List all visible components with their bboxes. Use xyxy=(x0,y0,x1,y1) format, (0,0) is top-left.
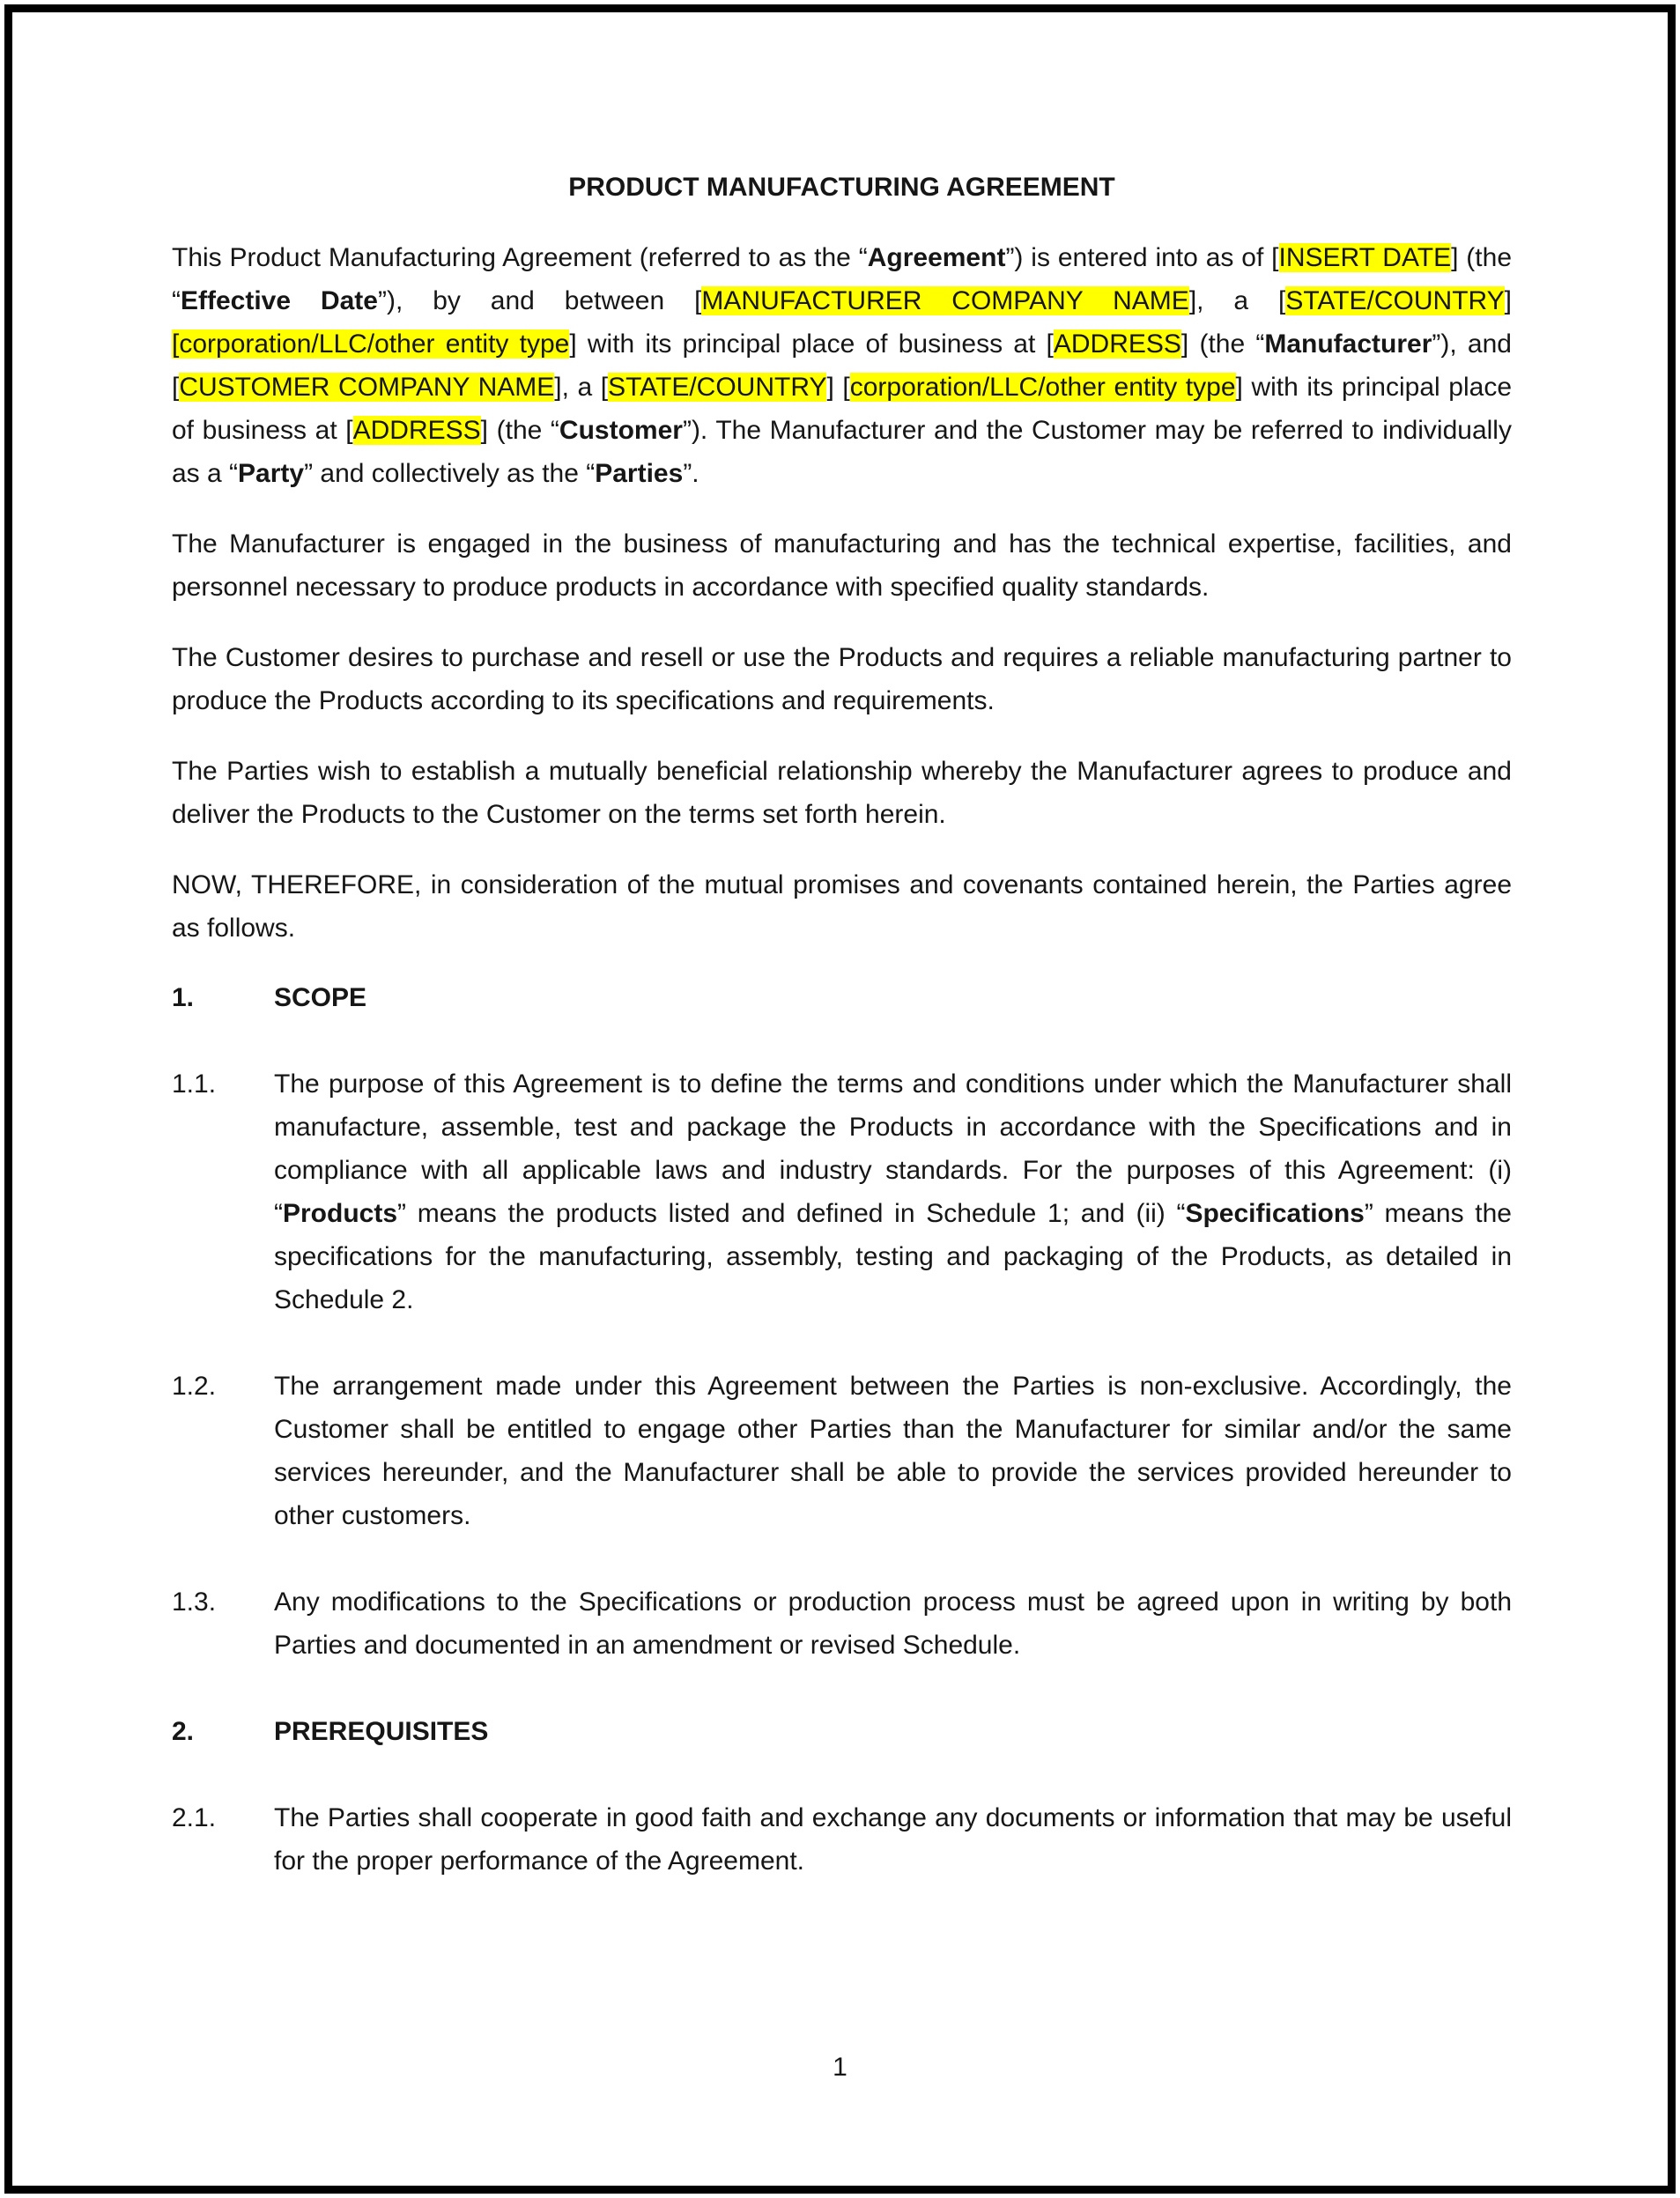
clause-number: 1.2. xyxy=(172,1372,217,1401)
bold-term: Effective Date xyxy=(181,286,378,315)
bold-term: Products xyxy=(283,1199,398,1228)
text-run: The Parties wish to establish a mutually beneficial relationship whereby the Manufacturer agrees to produce and deliver the Products to the Customer on the terms set forth herein. xyxy=(172,757,1512,829)
section-title: PREREQUISITES xyxy=(274,1717,489,1746)
text-run: ] with its principal place of business at [ xyxy=(569,329,1054,359)
highlighted-placeholder: MANUFACTURER COMPANY NAME xyxy=(701,286,1189,315)
highlighted-placeholder: ADDRESS xyxy=(352,416,481,445)
text-run: ”), and [ xyxy=(172,329,1512,402)
clause-text xyxy=(274,1062,1512,1321)
page-footer xyxy=(0,2046,1680,2089)
clause-number: 1.3. xyxy=(172,1587,217,1617)
bold-term: Customer xyxy=(559,416,683,445)
text-run: ] (the “ xyxy=(480,416,559,445)
text-run: The Manufacturer is engaged in the business of manufacturing and has the technical expertise, facilities, and personnel necessary to produce products in accordance with specified quality standards. xyxy=(172,529,1512,602)
preamble-paragraph xyxy=(172,636,1512,722)
text-run: NOW, THEREFORE, in consideration of the mutual promises and covenants contained herein, the Parties agree as follows. xyxy=(172,870,1512,943)
preamble xyxy=(172,236,1512,950)
bold-term: Party xyxy=(238,459,305,488)
text-run: ], a [ xyxy=(1188,286,1286,315)
section-number: 1. xyxy=(172,983,195,1012)
document-title: PRODUCT MANUFACTURING AGREEMENT xyxy=(568,173,1115,202)
preamble-paragraph xyxy=(172,863,1512,950)
text-run: ” means the specifications for the manufacturing, assembly, testing and packaging of the Products, as detailed in Schedule 2. xyxy=(274,1199,1512,1314)
highlighted-placeholder: [corporation/LLC/other entity type xyxy=(172,329,570,359)
clause-number: 1.1. xyxy=(172,1069,217,1099)
clause xyxy=(172,1580,1512,1667)
section-title: SCOPE xyxy=(274,983,367,1012)
clause-text xyxy=(274,1796,1512,1883)
text-run: ”), by and between [ xyxy=(377,286,702,315)
clause xyxy=(172,1062,1512,1321)
clause xyxy=(172,1796,1512,1883)
text-run: ] with its principal place of business at [ xyxy=(172,373,1513,445)
section-heading xyxy=(172,976,1512,1019)
highlighted-placeholder: STATE/COUNTRY xyxy=(608,373,827,402)
highlighted-placeholder: ADDRESS xyxy=(1053,329,1181,359)
preamble-paragraph xyxy=(172,236,1512,495)
text-run: ] (the “ xyxy=(172,243,1512,315)
bold-term: Manufacturer xyxy=(1264,329,1432,359)
text-run: ” and collectively as the “ xyxy=(304,459,596,488)
clause-text xyxy=(274,1580,1512,1667)
text-run: The arrangement made under this Agreement between the Parties is non-exclusive. Accordingly, the Customer shall be entitled to engage other Parties than the Manufacturer for similar and/or the same services hereunder, and the Manufacturer shall be able to provide the services provided hereunder to other customers. xyxy=(274,1372,1512,1530)
highlighted-placeholder: STATE/COUNTRY xyxy=(1285,286,1505,315)
text-run: ] xyxy=(1504,286,1513,315)
text-run: ] (the “ xyxy=(1180,329,1265,359)
text-run: ] [ xyxy=(826,373,850,402)
preamble-paragraph xyxy=(172,750,1512,836)
highlighted-placeholder: CUSTOMER COMPANY NAME xyxy=(179,373,555,402)
text-run: ], a [ xyxy=(554,373,609,402)
bold-term: Agreement xyxy=(867,243,1006,272)
preamble-paragraph xyxy=(172,522,1512,609)
bold-term: Parties xyxy=(595,459,684,488)
text-run: ”. xyxy=(683,459,699,488)
bold-term: Specifications xyxy=(1185,1199,1365,1228)
clause-number: 2.1. xyxy=(172,1803,217,1832)
text-run: This Product Manufacturing Agreement (referred to as the “ xyxy=(172,243,868,272)
clause xyxy=(172,1365,1512,1537)
text-run: ”). The Manufacturer and the Customer may be referred to individually as a “ xyxy=(172,416,1512,488)
text-run: ” means the products listed and defined in Schedule 1; and (ii) “ xyxy=(397,1199,1186,1228)
page-number: 1 xyxy=(833,2053,847,2082)
clause-text xyxy=(274,1365,1512,1537)
document-content xyxy=(172,166,1512,1883)
text-run: ”) is entered into as of [ xyxy=(1005,243,1279,272)
highlighted-placeholder: corporation/LLC/other entity type xyxy=(849,373,1236,402)
text-run: Any modifications to the Specifications or production process must be agreed upon in writing by both Parties and documented in an amendment or revised Schedule. xyxy=(274,1587,1512,1660)
text-run: The Parties shall cooperate in good faith and exchange any documents or information that may be useful for the proper performance of the Agreement. xyxy=(274,1803,1512,1876)
text-run: The Customer desires to purchase and resell or use the Products and requires a reliable manufacturing partner to produce the Products according to its specifications and requirements. xyxy=(172,643,1512,715)
section-number: 2. xyxy=(172,1717,195,1746)
section-heading xyxy=(172,1710,1512,1753)
text-run: The purpose of this Agreement is to define the terms and conditions under which the Manufacturer shall manufacture, assemble, test and package the Products in accordance with the Specifications and in compliance with all applicable laws and industry standards. For the purposes of this Agreement: (i) “ xyxy=(274,1069,1512,1228)
sections xyxy=(172,976,1512,1883)
highlighted-placeholder: INSERT DATE xyxy=(1278,243,1452,272)
